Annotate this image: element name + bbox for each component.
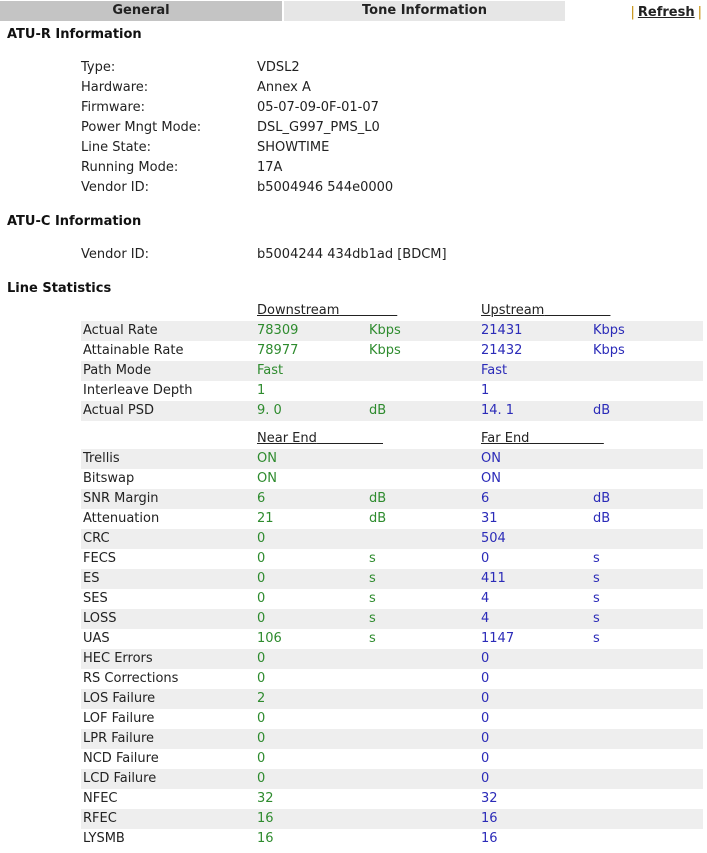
near-unit: dB (369, 491, 387, 506)
stat-label: LOS Failure (83, 691, 156, 706)
stat-label: Actual PSD (83, 403, 154, 418)
info-value: b5004244 434db1ad [BDCM] (257, 247, 447, 262)
far-value: 21432 (481, 343, 523, 358)
near-value: 106 (257, 631, 282, 646)
far-unit: s (593, 631, 600, 646)
stat-label: Path Mode (83, 363, 152, 378)
far-unit: s (593, 571, 600, 586)
near-value: 21 (257, 511, 274, 526)
stat-row (81, 609, 703, 629)
stat-row (81, 749, 703, 769)
far-value: 0 (481, 651, 490, 666)
near-value: 32 (257, 791, 274, 806)
far-value: 0 (481, 691, 490, 706)
far-unit: dB (593, 491, 611, 506)
near-unit: s (369, 591, 376, 606)
stat-label: SNR Margin (83, 491, 159, 506)
stat-label: LYSMB (83, 831, 125, 846)
near-value: ON (257, 471, 277, 486)
near-value: ON (257, 451, 277, 466)
near-value: Fast (257, 363, 284, 378)
stat-label: NFEC (83, 791, 118, 806)
near-value: 9. 0 (257, 403, 282, 418)
near-end-header-label: Near End (257, 431, 317, 446)
stat-row (81, 729, 703, 749)
near-value: 0 (257, 771, 266, 786)
near-unit: s (369, 631, 376, 646)
stat-row (81, 809, 703, 829)
info-value: Annex A (257, 80, 311, 95)
stat-label: RS Corrections (83, 671, 179, 686)
far-value: 0 (481, 731, 490, 746)
stat-label: Interleave Depth (83, 383, 193, 398)
stat-row (81, 489, 703, 509)
stat-row (81, 629, 703, 649)
stat-row (81, 381, 703, 401)
far-value: 16 (481, 811, 498, 826)
far-value: 4 (481, 611, 490, 626)
far-value: 16 (481, 831, 498, 846)
near-value: 78977 (257, 343, 299, 358)
stat-label: LOSS (83, 611, 117, 626)
info-value: SHOWTIME (257, 140, 330, 155)
divider: | (630, 5, 635, 20)
near-unit: Kbps (369, 323, 401, 338)
near-value: 0 (257, 571, 266, 586)
near-value: 0 (257, 671, 266, 686)
far-value: 4 (481, 591, 490, 606)
atuc-section-title: ATU-C Information (7, 214, 142, 229)
tab-tone-information[interactable]: Tone Information (284, 1, 565, 21)
far-unit: Kbps (593, 323, 625, 338)
near-value: 0 (257, 531, 266, 546)
far-value: 1 (481, 383, 490, 398)
stat-row (81, 549, 703, 569)
near-value: 0 (257, 651, 266, 666)
info-label: Firmware: (81, 100, 145, 115)
stat-label: HEC Errors (83, 651, 153, 666)
near-value: 0 (257, 751, 266, 766)
downstream-header-label: Downstream (257, 303, 340, 318)
stat-row (81, 321, 703, 341)
far-value: 0 (481, 551, 490, 566)
upstream-header-label: Upstream (481, 303, 545, 318)
near-end-header (257, 429, 383, 449)
info-label: Hardware: (81, 80, 149, 95)
info-label: Power Mngt Mode: (81, 120, 202, 135)
info-value: VDSL2 (257, 60, 300, 75)
far-value: 6 (481, 491, 490, 506)
info-value: DSL_G997_PMS_L0 (257, 120, 380, 135)
near-value: 0 (257, 611, 266, 626)
stat-label: CRC (83, 531, 110, 546)
info-label: Running Mode: (81, 160, 179, 175)
info-value: 05-07-09-0F-01-07 (257, 100, 379, 115)
refresh-link[interactable]: Refresh (637, 5, 695, 20)
stat-label: Trellis (83, 451, 120, 466)
atur-section-title: ATU-R Information (7, 27, 142, 42)
near-unit: dB (369, 511, 387, 526)
stat-row (81, 569, 703, 589)
tab-bar (0, 0, 707, 22)
stat-label: Actual Rate (83, 323, 158, 338)
far-value: 21431 (481, 323, 523, 338)
near-value: 2 (257, 691, 266, 706)
far-value: 1147 (481, 631, 515, 646)
near-value: 0 (257, 711, 266, 726)
far-value: 0 (481, 771, 490, 786)
far-value: 504 (481, 531, 506, 546)
far-value: ON (481, 451, 501, 466)
far-value: 31 (481, 511, 498, 526)
far-unit: Kbps (593, 343, 625, 358)
info-label: Type: (81, 60, 116, 75)
info-label: Line State: (81, 140, 152, 155)
info-label: Vendor ID: (81, 247, 150, 262)
near-value: 16 (257, 831, 274, 846)
far-unit: s (593, 551, 600, 566)
far-unit: s (593, 611, 600, 626)
upstream-header (481, 301, 610, 321)
stat-label: LOF Failure (83, 711, 155, 726)
near-unit: s (369, 551, 376, 566)
stat-row (81, 401, 703, 421)
divider: | (697, 5, 702, 20)
stat-label: FECS (83, 551, 117, 566)
stat-row (81, 789, 703, 809)
stat-row (81, 829, 703, 849)
info-value: b5004946 544e0000 (257, 180, 394, 195)
stat-label: Attainable Rate (83, 343, 184, 358)
far-value: 0 (481, 671, 490, 686)
near-value: 6 (257, 491, 266, 506)
near-unit: s (369, 611, 376, 626)
near-value: 0 (257, 551, 266, 566)
far-value: 0 (481, 751, 490, 766)
stat-label: UAS (83, 631, 110, 646)
stat-row (81, 469, 703, 489)
far-unit: dB (593, 403, 611, 418)
stat-row (81, 689, 703, 709)
stat-label: LPR Failure (83, 731, 155, 746)
near-unit: s (369, 571, 376, 586)
stat-label: RFEC (83, 811, 117, 826)
far-value: ON (481, 471, 501, 486)
info-value: 17A (257, 160, 283, 175)
near-unit: Kbps (369, 343, 401, 358)
near-value: 0 (257, 731, 266, 746)
near-value: 0 (257, 591, 266, 606)
stat-row (81, 589, 703, 609)
near-value: 78309 (257, 323, 299, 338)
far-value: 14. 1 (481, 403, 515, 418)
far-unit: s (593, 591, 600, 606)
stat-row (81, 529, 703, 549)
downstream-header (257, 301, 397, 321)
tab-general[interactable]: General (0, 1, 282, 21)
stat-label: Bitswap (83, 471, 135, 486)
stat-row (81, 669, 703, 689)
far-value: 32 (481, 791, 498, 806)
far-value: Fast (481, 363, 508, 378)
info-label: Vendor ID: (81, 180, 150, 195)
refresh-wrap (628, 3, 706, 23)
stat-row (81, 649, 703, 669)
near-value: 1 (257, 383, 266, 398)
stat-label: Attenuation (83, 511, 160, 526)
stat-row (81, 509, 703, 529)
near-unit: dB (369, 403, 387, 418)
stat-row (81, 709, 703, 729)
stat-label: ES (83, 571, 100, 586)
far-value: 411 (481, 571, 506, 586)
stat-label: SES (83, 591, 108, 606)
stat-label: NCD Failure (83, 751, 159, 766)
far-end-header-label: Far End (481, 431, 530, 446)
stat-row (81, 769, 703, 789)
stat-label: LCD Failure (83, 771, 157, 786)
far-unit: dB (593, 511, 611, 526)
stat-row (81, 449, 703, 469)
far-value: 0 (481, 711, 490, 726)
far-end-header (481, 429, 604, 449)
near-value: 16 (257, 811, 274, 826)
line-statistics-title: Line Statistics (7, 281, 112, 296)
stat-row (81, 341, 703, 361)
stat-row (81, 361, 703, 381)
